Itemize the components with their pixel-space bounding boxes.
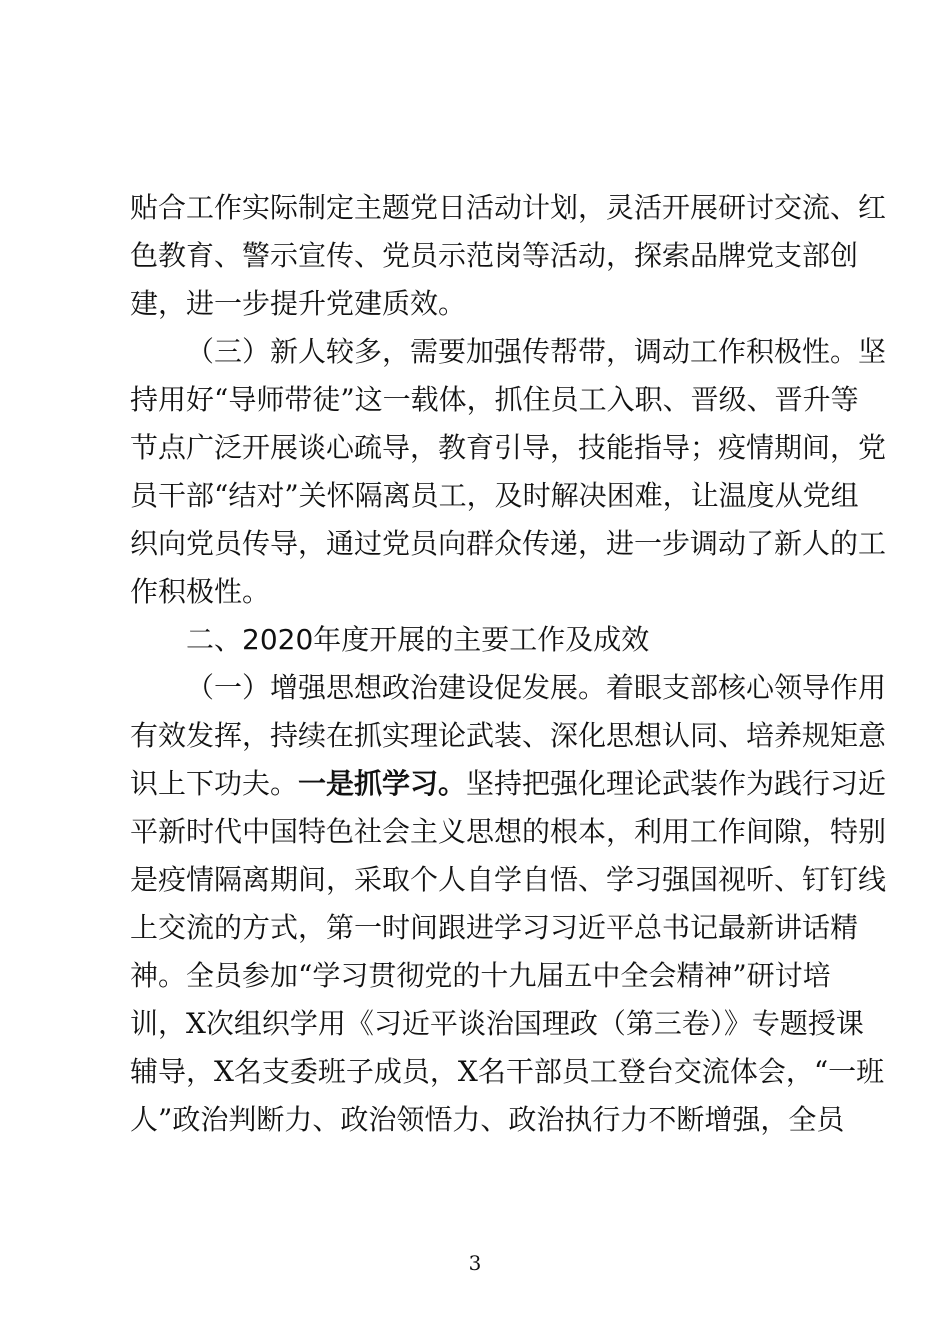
subsection-heading-3: （三）新人较多，需要加强传帮带，调动工作积极性。坚 xyxy=(186,335,887,368)
body-text-line: 辅导，X名支委班子成员，X名干部员工登台交流体会，“一班 xyxy=(130,1055,885,1088)
body-text-line: 平新时代中国特色社会主义思想的根本，利用工作间隙，特别 xyxy=(130,815,887,848)
subsection-heading-1: （一）增强思想政治建设促发展。着眼支部核心领导作用 xyxy=(186,671,887,704)
body-text-line xyxy=(130,764,887,804)
body-text-line: 建，进一步提升党建质效。 xyxy=(130,287,467,320)
body-text-line: 有效发挥，持续在抓实理论武装、深化思想认同、培养规矩意 xyxy=(130,719,887,752)
body-text-line: 人”政治判断力、政治领悟力、政治执行力不断增强，全员 xyxy=(130,1103,845,1136)
body-text-line: 节点广泛开展谈心疏导，教育引导，技能指导；疫情期间，党 xyxy=(130,431,887,464)
body-text-line: 持用好“导师带徒”这一载体，抓住员工入职、晋级、晋升等 xyxy=(130,383,859,416)
body-text-line: 训，X次组织学用《习近平谈治国理政（第三卷）》专题授课 xyxy=(130,1007,864,1040)
body-text-line: 贴合工作实际制定主题党日活动计划，灵活开展研讨交流、红 xyxy=(130,191,887,224)
body-text-line: 神。全员参加“学习贯彻党的十九届五中全会精神”研讨培 xyxy=(130,959,831,992)
page-number: 3 xyxy=(468,1251,482,1275)
bold-lead-phrase: 一是抓学习。 xyxy=(298,767,467,800)
text-run: 坚持把强化理论武装作为践行习近 xyxy=(466,767,887,800)
section-heading: 二、2020年度开展的主要工作及成效 xyxy=(186,623,650,656)
body-text-line: 上交流的方式，第一时间跟进学习习近平总书记最新讲话精 xyxy=(130,911,859,944)
text-run: 识上下功夫。 xyxy=(130,767,299,800)
body-text-line: 员干部“结对”关怀隔离员工，及时解决困难，让温度从党组 xyxy=(130,479,859,512)
body-text-line: 织向党员传导，通过党员向群众传递，进一步调动了新人的工 xyxy=(130,527,887,560)
body-text-line: 作积极性。 xyxy=(130,575,271,608)
body-text-line: 是疫情隔离期间，采取个人自学自悟、学习强国视听、钉钉线 xyxy=(130,863,887,896)
body-text-line: 色教育、警示宣传、党员示范岗等活动，探索品牌党支部创 xyxy=(130,239,859,272)
